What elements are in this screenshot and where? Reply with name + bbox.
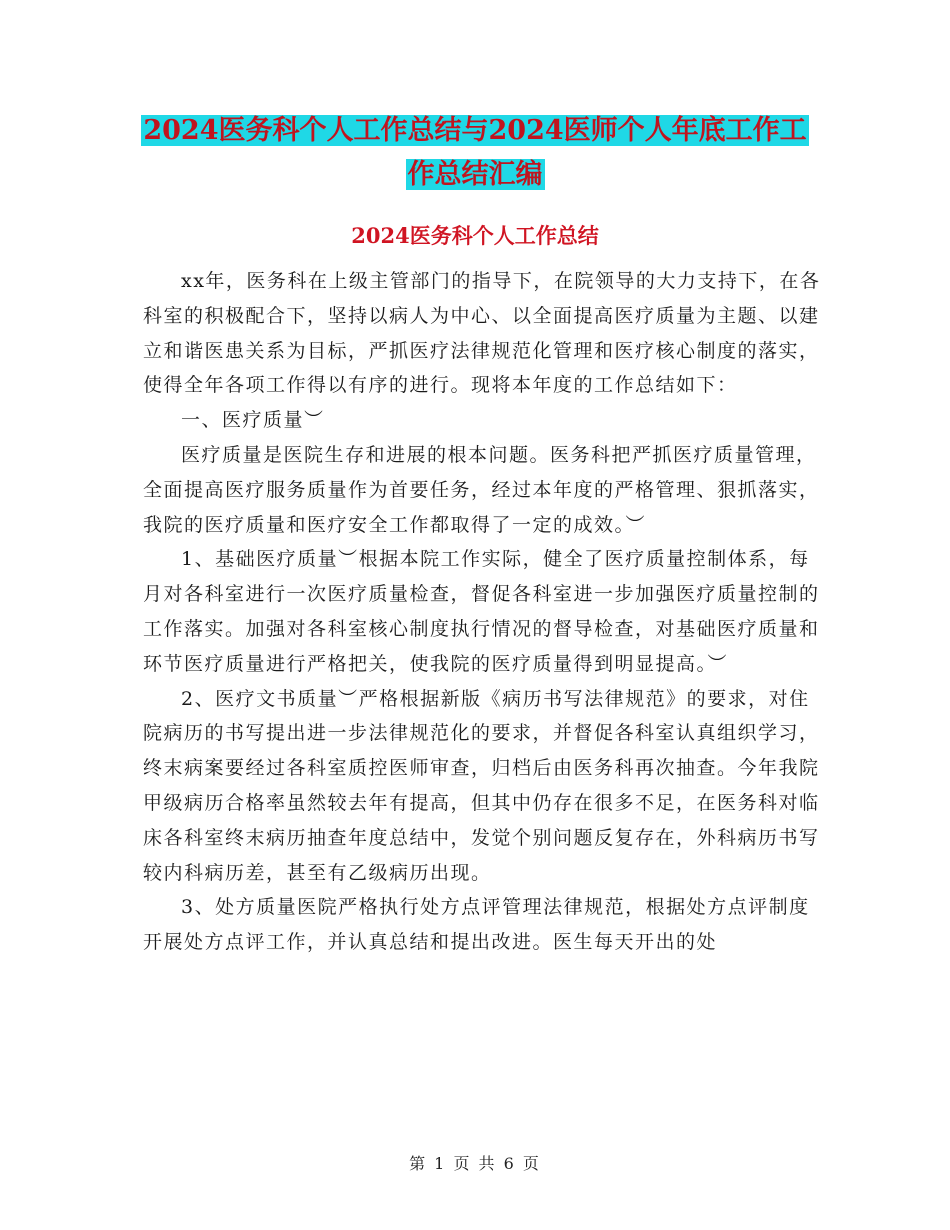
paragraph-heading-medical-quality: 一、医疗质量︶ (181, 409, 325, 432)
paragraph-medical-quality: 医疗质量是医院生存和进展的根本问题。医务科把严抓医疗质量管理，全面提高医疗服务质量作为首要任务，经过本年度的严格管理、狠抓落实，我院的医疗质量和医疗安全工作都取得了一定的成效。︶ (143, 443, 820, 536)
document-body (143, 264, 823, 960)
paragraph-intro: xx年，医务科在上级主管部门的指导下，在院领导的大力支持下，在各科室的积极配合下，坚持以病人为中心、以全面提高医疗质量为主题、以建立和谐医患关系为目标，严抓医疗法律规范化管理和医疗核心制度的落实，使得全年各项工作得以有序的进行。现将本年度的工作总结如下： (143, 270, 821, 397)
section-title: 2024医务科个人工作总结 (351, 223, 599, 248)
paragraph-document-quality: 2、医疗文书质量︶严格根据新版《病历书写法律规范》的要求，对住院病历的书写提出进一步法律规范化的要求，并督促各科室认真组织学习，终末病案要经过各科室质控医师审查，归档后由医务科再次抽查。今年我院甲级病历合格率虽然较去年有提高，但其中仍存在很多不足，在医务科对临床各科室终末病历抽查年度总结中，发觉个别问题反复存在，外科病历书写较内科病历差，甚至有乙级病历出现。 (143, 687, 820, 884)
document-title-text-1: 2024医务科个人工作总结与2024医师个人年底工作工 (143, 115, 807, 146)
document-title-line-1 (0, 109, 950, 153)
paragraph-basic-quality: 1、基础医疗质量︶根据本院工作实际，健全了医疗质量控制体系，每月对各科室进行一次医疗质量检查，督促各科室进一步加强医疗质量控制的工作落实。加强对各科室核心制度执行情况的督导检查，对基础医疗质量和环节医疗质量进行严格把关，使我院的医疗质量得到明显提高。︶ (143, 548, 820, 675)
paragraph-prescription-quality: 3、处方质量医院严格执行处方点评管理法律规范，根据处方点评制度开展处方点评工作，并认真总结和提出改进。医生每天开出的处 (143, 896, 810, 954)
document-title-line-2 (0, 153, 950, 197)
document-title-text-2: 作总结汇编 (407, 159, 543, 190)
page-footer: 第 1 页 共 6 页 (409, 1154, 541, 1173)
